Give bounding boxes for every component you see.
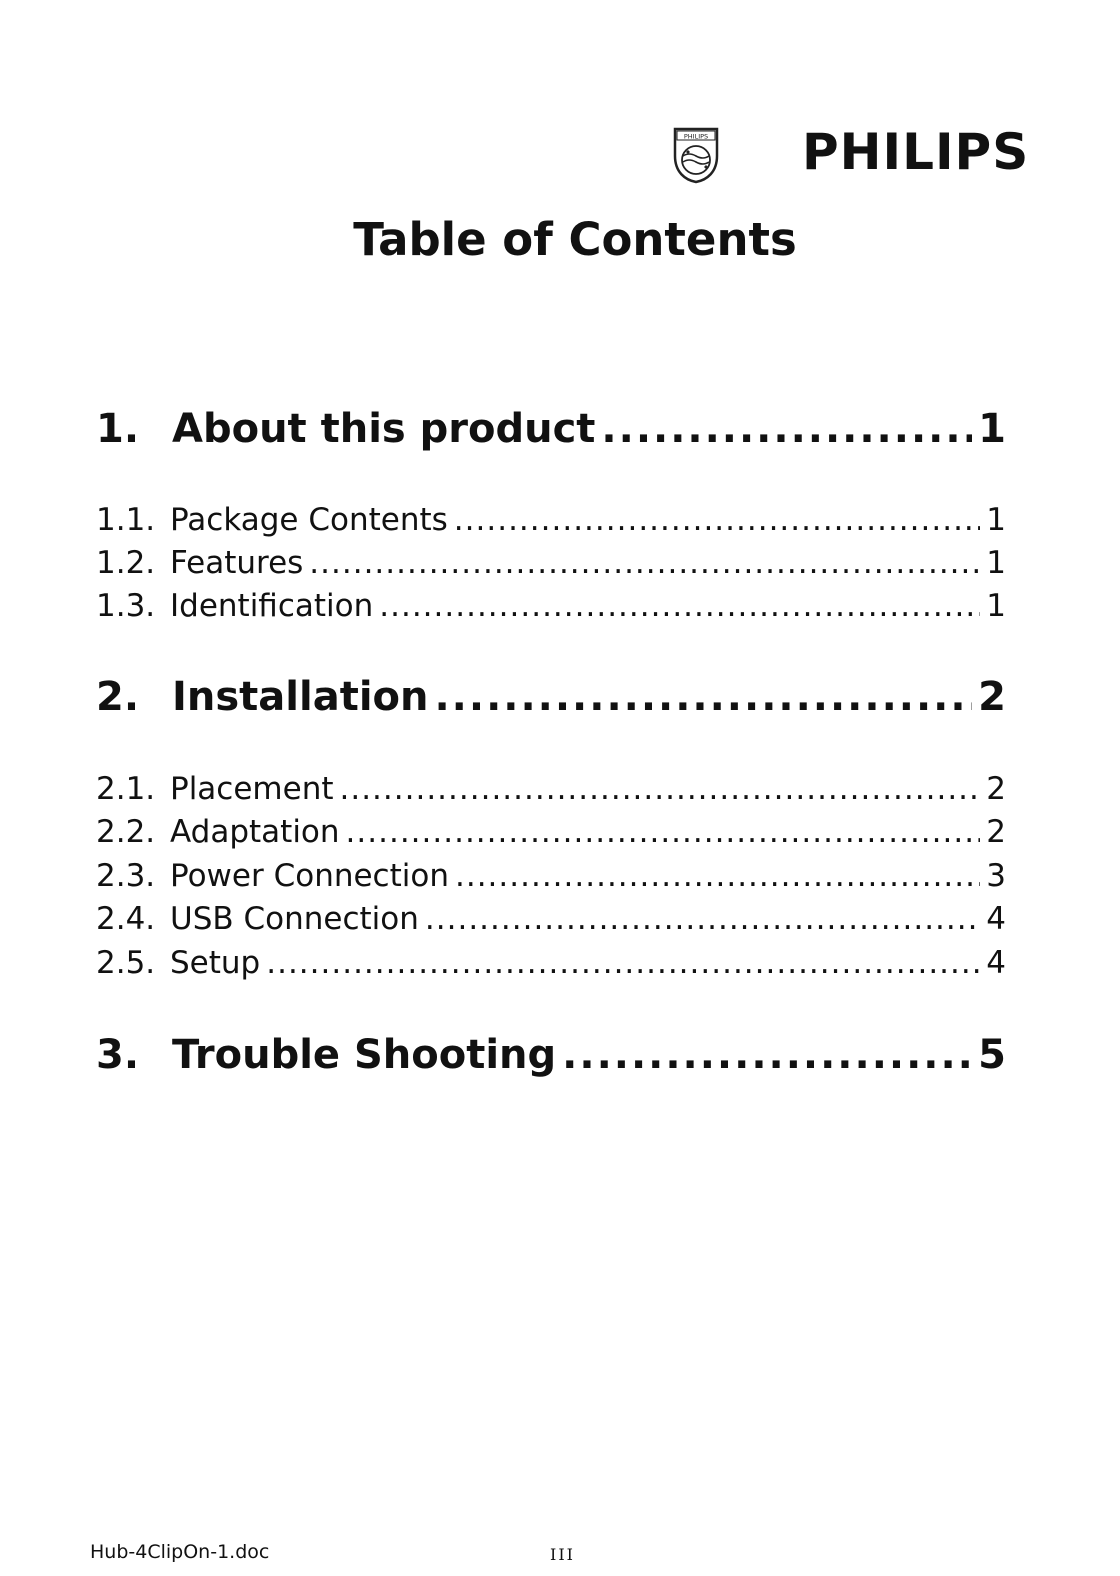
toc-entry-2-4	[96, 898, 1006, 940]
toc-page: 4	[986, 945, 1006, 981]
toc-label: Identification	[170, 588, 374, 624]
toc-leader-dots	[340, 768, 981, 810]
toc-label: Power Connection	[170, 858, 449, 894]
toc-section-2	[96, 671, 1006, 723]
toc-page: 4	[986, 901, 1006, 937]
toc-number: 1.2.	[96, 545, 156, 581]
toc-page: 1	[986, 502, 1006, 538]
philips-shield-logo-icon	[672, 126, 720, 184]
page-title: Table of Contents	[353, 213, 797, 266]
toc-entry-1-1	[96, 499, 1006, 541]
toc-number: 1.	[96, 406, 140, 452]
toc-leader-dots	[455, 855, 980, 897]
toc-page: 2	[986, 771, 1006, 807]
toc-leader-dots	[434, 671, 972, 723]
toc-entry-1-2	[96, 542, 1006, 584]
footer-page-number: III	[550, 1545, 575, 1564]
toc-number: 2.5.	[96, 945, 156, 981]
toc-entry-2-5	[96, 942, 1006, 984]
toc-label: Installation	[172, 674, 429, 720]
toc-number: 2.2.	[96, 814, 156, 850]
toc-leader-dots	[454, 499, 980, 541]
toc-entry-1-3	[96, 585, 1006, 627]
toc-leader-dots	[425, 898, 980, 940]
toc-number: 1.1.	[96, 502, 156, 538]
toc-page: 2	[986, 814, 1006, 850]
toc-number: 3.	[96, 1032, 140, 1078]
toc-page: 1	[986, 588, 1006, 624]
toc-page: 3	[986, 858, 1006, 894]
toc-leader-dots	[266, 942, 980, 984]
toc-leader-dots	[309, 542, 980, 584]
toc-entry-2-3	[96, 855, 1006, 897]
toc-leader-dots	[379, 585, 980, 627]
toc-number: 1.3.	[96, 588, 156, 624]
toc-section-3	[96, 1029, 1006, 1081]
toc-number: 2.4.	[96, 901, 156, 937]
toc-label: Package Contents	[170, 502, 448, 538]
footer-filename: Hub-4ClipOn-1.doc	[90, 1541, 270, 1563]
toc-label: Features	[170, 545, 304, 581]
toc-number: 2.	[96, 674, 140, 720]
toc-number: 2.1.	[96, 771, 156, 807]
toc-page: 1	[978, 406, 1006, 452]
toc-page: 2	[978, 674, 1006, 720]
toc-label: About this product	[172, 406, 596, 452]
toc-label: USB Connection	[170, 901, 419, 937]
toc-entry-2-2	[96, 811, 1006, 853]
toc-page: 5	[978, 1032, 1006, 1078]
svg-text:PHILIPS: PHILIPS	[683, 132, 709, 141]
brand-name: PHILIPS	[802, 123, 1030, 181]
toc-page: 1	[986, 545, 1006, 581]
toc-label: Placement	[170, 771, 334, 807]
toc-label: Setup	[170, 945, 261, 981]
toc-section-1	[96, 403, 1006, 455]
toc-leader-dots	[562, 1029, 972, 1081]
toc-entry-2-1	[96, 768, 1006, 810]
toc-leader-dots	[601, 403, 972, 455]
toc-number: 2.3.	[96, 858, 156, 894]
brand-header	[672, 122, 1042, 186]
toc-label: Trouble Shooting	[172, 1032, 557, 1078]
toc-leader-dots	[346, 811, 981, 853]
toc-label: Adaptation	[170, 814, 340, 850]
